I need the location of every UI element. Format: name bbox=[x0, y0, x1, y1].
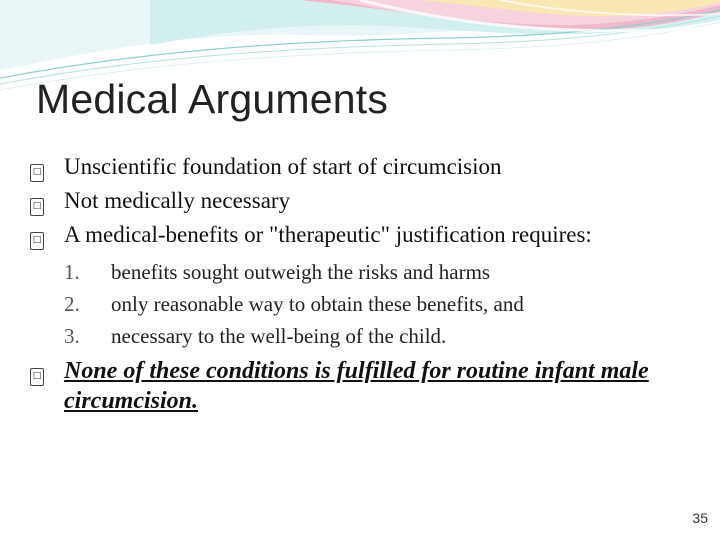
item-text: benefits sought outweigh the risks and harms bbox=[111, 260, 491, 284]
numbered-item bbox=[64, 288, 670, 320]
bullet-text: A medical-benefits or "therapeutic" justification requires: bbox=[64, 222, 592, 247]
bullet-item bbox=[30, 220, 670, 250]
bullet-text: Not medically necessary bbox=[64, 188, 291, 213]
item-number: 2. bbox=[64, 292, 80, 316]
numbered-item bbox=[64, 320, 670, 352]
bullet-marker-icon: □ bbox=[30, 186, 60, 216]
numbered-list bbox=[64, 256, 670, 352]
bullet-marker-icon: □ bbox=[30, 356, 60, 386]
conclusion-text: None of these conditions is fulfilled for routine infant male circumcision. bbox=[64, 358, 649, 414]
bullet-marker-icon: □ bbox=[30, 220, 60, 250]
slide-body bbox=[30, 152, 670, 420]
bullet-item bbox=[30, 186, 670, 216]
page-number: 35 bbox=[692, 510, 708, 526]
item-number: 1. bbox=[64, 260, 80, 284]
bullet-text: Unscientific foundation of start of circumcision bbox=[64, 154, 502, 179]
conclusion-bullet bbox=[30, 356, 670, 416]
slide-title: Medical Arguments bbox=[36, 76, 389, 122]
numbered-item bbox=[64, 256, 670, 288]
item-number: 3. bbox=[64, 324, 80, 348]
item-text: only reasonable way to obtain these benefits, and bbox=[111, 292, 524, 316]
bullet-item bbox=[30, 152, 670, 182]
bullet-marker-icon: □ bbox=[30, 152, 60, 182]
item-text: necessary to the well-being of the child. bbox=[111, 324, 447, 348]
